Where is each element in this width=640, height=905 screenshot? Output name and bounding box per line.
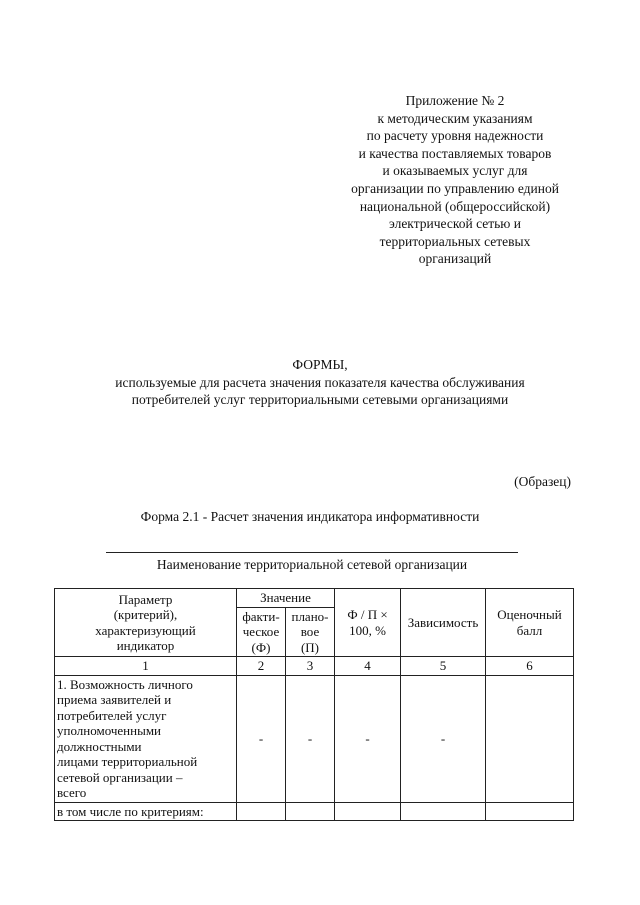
appendix-line: и оказываемых услуг для bbox=[382, 163, 528, 179]
table-row bbox=[55, 675, 574, 802]
column-number: 5 bbox=[401, 657, 486, 676]
org-caption: Наименование территориальной сетевой организации bbox=[156, 557, 468, 572]
appendix-line: организаций bbox=[418, 251, 492, 267]
row-parameter: в том числе по критериям: bbox=[55, 802, 237, 821]
table-header-row bbox=[55, 589, 574, 608]
row-dependency bbox=[401, 802, 486, 821]
column-number: 4 bbox=[335, 657, 401, 676]
header-dependency: Зависимость bbox=[401, 589, 486, 657]
appendix-line: территориальных сетевых bbox=[379, 233, 531, 249]
row-parameter: 1. Возможность личного приема заявителей и потребителей услуг уполномоченными должностными лицами территориальной сетевой организации – всего bbox=[55, 675, 237, 802]
column-number: 3 bbox=[286, 657, 335, 676]
row-dependency: - bbox=[401, 675, 486, 802]
row-ratio bbox=[335, 802, 401, 821]
appendix-line: Приложение № 2 bbox=[405, 93, 505, 108]
column-number: 6 bbox=[486, 657, 574, 676]
indicator-table bbox=[54, 588, 574, 821]
table-row bbox=[55, 802, 574, 821]
header-actual: факти- ческое (Ф) bbox=[237, 607, 286, 657]
appendix-line: национальной (общероссийской) bbox=[359, 198, 551, 214]
row-actual: - bbox=[237, 675, 286, 802]
header-ratio: Ф / П × 100, % bbox=[335, 589, 401, 657]
row-score bbox=[486, 675, 574, 802]
appendix-line: организации по управлению единой bbox=[351, 180, 559, 196]
org-name-underline bbox=[106, 552, 518, 553]
column-number-row bbox=[55, 657, 574, 676]
header-value: Значение bbox=[237, 589, 335, 608]
forms-subtitle-line: используемые для расчета значения показателя качества обслуживания bbox=[115, 374, 525, 390]
row-score bbox=[486, 802, 574, 821]
row-ratio: - bbox=[335, 675, 401, 802]
appendix-line: электрической сетью и bbox=[389, 216, 521, 232]
header-planned: плано- вое (П) bbox=[286, 607, 335, 657]
appendix-line: к методическим указаниям bbox=[377, 110, 533, 126]
forms-subtitle-line: потребителей услуг территориальными сетевыми организациями bbox=[131, 392, 509, 407]
row-actual bbox=[237, 802, 286, 821]
column-number: 2 bbox=[237, 657, 286, 676]
row-planned bbox=[286, 802, 335, 821]
appendix-line: по расчету уровня надежности bbox=[366, 128, 544, 144]
header-score: Оценочный балл bbox=[486, 589, 574, 657]
appendix-block bbox=[330, 92, 580, 268]
row-planned: - bbox=[286, 675, 335, 802]
header-parameter: Параметр (критерий), характеризующий индикатор bbox=[55, 589, 237, 657]
sample-label: (Образец) bbox=[514, 474, 571, 489]
form-caption: Форма 2.1 - Расчет значения индикатора информативности bbox=[140, 509, 480, 524]
column-number: 1 bbox=[55, 657, 237, 676]
forms-heading bbox=[0, 356, 640, 409]
forms-title: ФОРМЫ, bbox=[292, 357, 348, 372]
appendix-line: и качества поставляемых товаров bbox=[358, 145, 552, 161]
